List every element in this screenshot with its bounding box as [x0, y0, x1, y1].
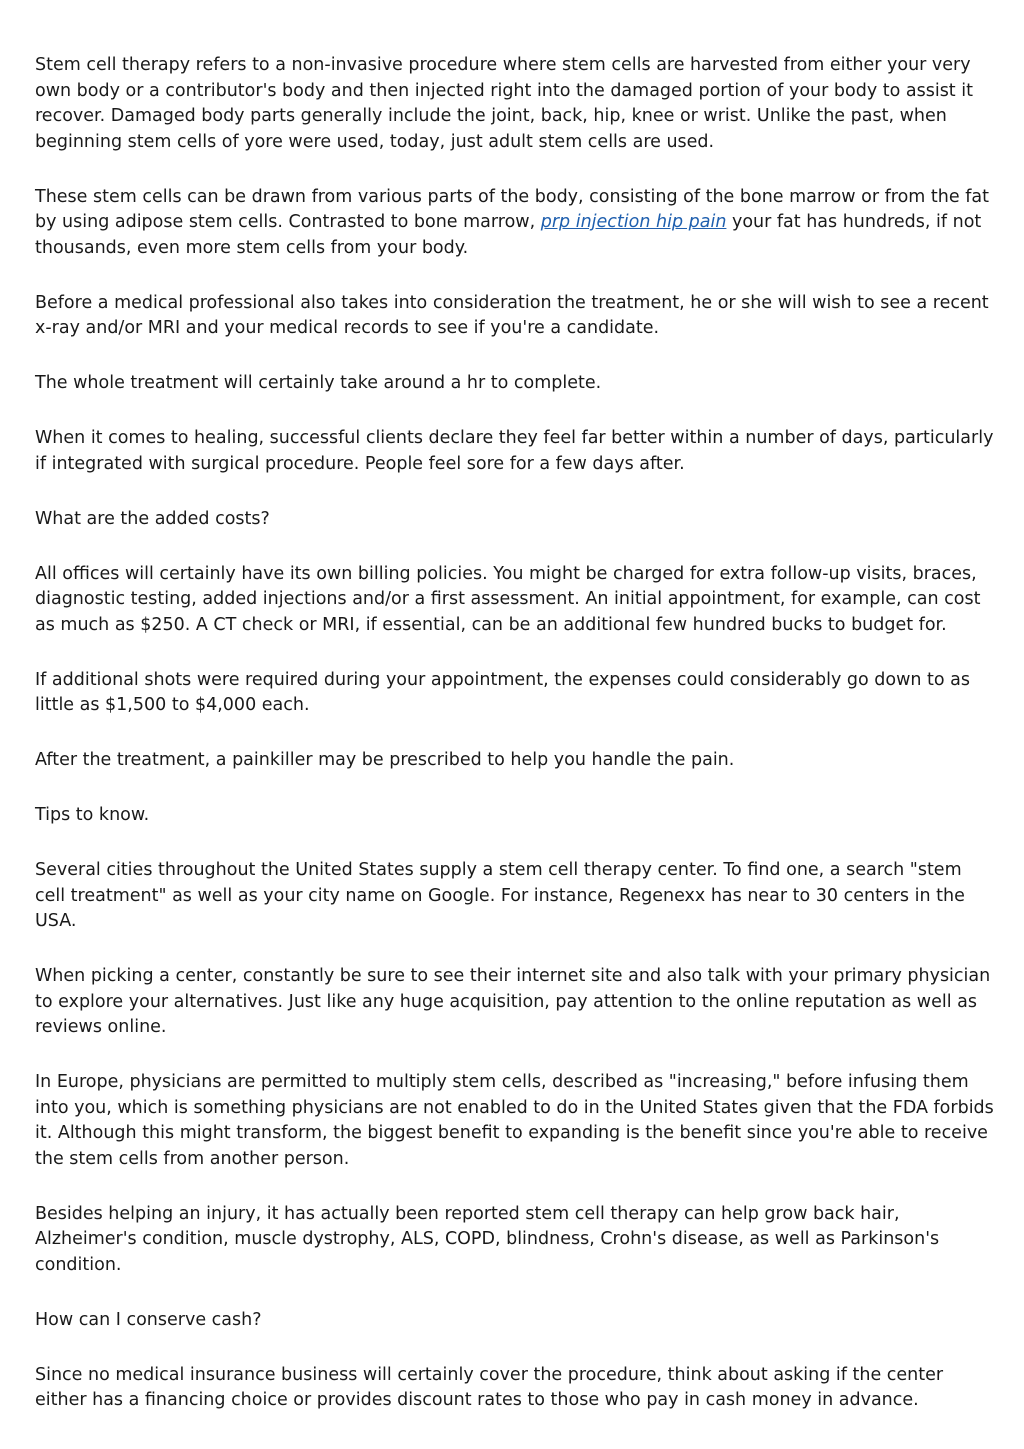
paragraph-9: After the treatment, a painkiller may be prescribed to help you handle the pain.: [35, 750, 735, 770]
paragraph-5: When it comes to healing, successful clients declare they feel far better within a number of days, particularly if integrated with surgical procedure. People feel sore for a few days after.: [35, 428, 994, 474]
paragraph-2-text-after: your fat has hundreds, if not thousands, even more stem cells from your body.: [35, 212, 982, 258]
heading-added-costs: What are the added costs?: [35, 508, 270, 529]
paragraph-11: Several cities throughout the United States supply a stem cell therapy center. To find one, a search "stem cell treatment" as well as your city name on Google. For instance, Regenexx has near to 30 centers in the USA.: [35, 860, 965, 931]
paragraph-2: [35, 185, 995, 262]
paragraph-7: All offices will certainly have its own billing policies. You might be charged for extra follow-up visits, braces, diagnostic testing, added injections and/or a first assessment. An initial appointment, for example, can cost as much as $250. A CT check or MRI, if essential, can be an additional few hundred bucks to budget for.: [35, 563, 981, 635]
heading-conserve-cash: How can I conserve cash?: [35, 1309, 262, 1330]
document-body: [35, 53, 995, 1443]
paragraph-13: In Europe, physicians are permitted to multiply stem cells, described as "increasing," before infusing them into you, which is something physicians are not enabled to do in the United States given that the FDA forbids it. Although this might transform, the biggest benefit to expanding is the benefit since you're able to receive the stem cells from another person.: [35, 1072, 994, 1169]
paragraph-1: Stem cell therapy refers to a non-invasive procedure where stem cells are harvested from either your very own body or a contributor's body and then injected right into the damaged portion of your body to assist it recover. Damaged body parts generally include the joint, back, hip, knee or wrist. Unlike the past, when beginning stem cells of yore were used, today, just adult stem cells are used.: [35, 55, 973, 152]
paragraph-2-text-before: These stem cells can be drawn from various parts of the body, consisting of the bone marrow or from the fat by using adipose stem cells. Contrasted to bone marrow,: [35, 186, 989, 232]
paragraph-14: Besides helping an injury, it has actually been reported stem cell therapy can help grow back hair, Alzheimer's condition, muscle dystrophy, ALS, COPD, blindness, Crohn's disease, as well as Parkinson's condition.: [35, 1203, 940, 1275]
paragraph-8: If additional shots were required during your appointment, the expenses could considerably go down to as little as $1,500 to $4,000 each.: [35, 669, 971, 715]
heading-tips: Tips to know.: [35, 805, 150, 825]
paragraph-12: When picking a center, constantly be sure to see their internet site and also talk with your primary physician to explore your alternatives. Just like any huge acquisition, pay attention to the online reputation as well as reviews online.: [35, 966, 991, 1037]
paragraph-16: Since no medical insurance business will certainly cover the procedure, think about asking if the center either has a financing choice or provides discount rates to those who pay in cash money in advance.: [35, 1364, 944, 1410]
paragraph-3: Before a medical professional also takes into consideration the treatment, he or she will wish to see a recent x-ray and/or MRI and your medical records to see if you're a candidate.: [35, 292, 989, 338]
prp-injection-link[interactable]: prp injection hip pain: [540, 212, 727, 232]
paragraph-4: The whole treatment will certainly take around a hr to complete.: [35, 373, 602, 393]
